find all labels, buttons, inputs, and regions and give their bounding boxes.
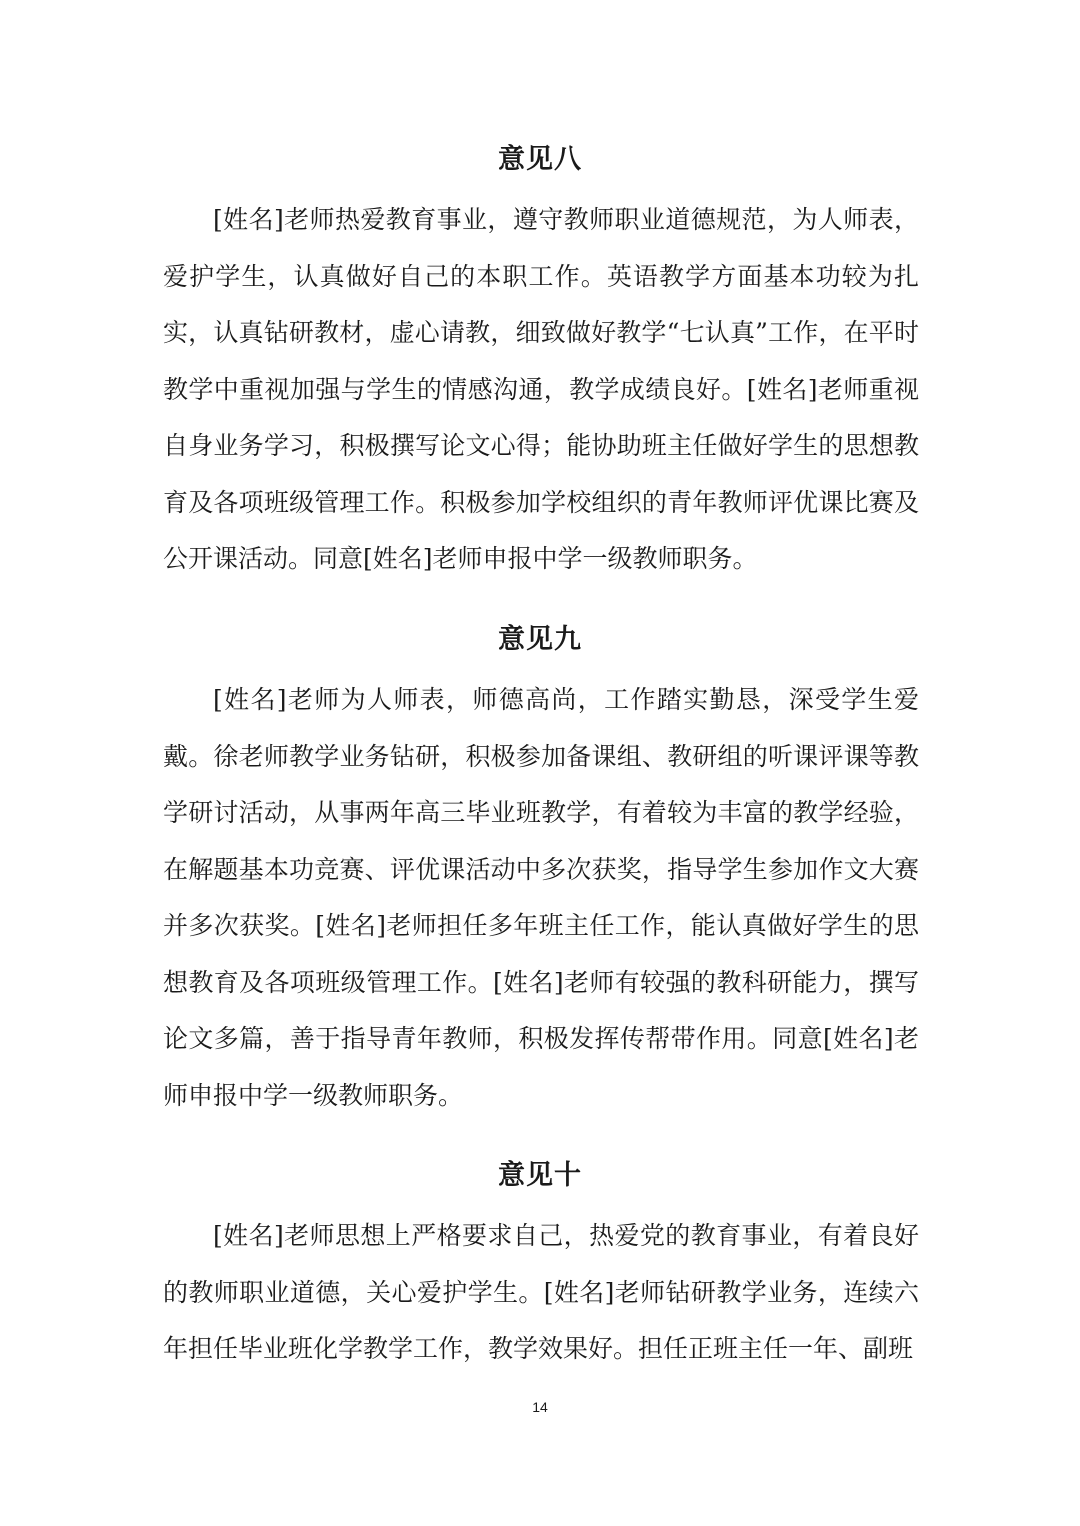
section-heading-9: 意见九 bbox=[498, 624, 582, 655]
section-heading-10: 意见十 bbox=[498, 1160, 582, 1191]
section-heading-8: 意见八 bbox=[498, 144, 582, 175]
page-number: 14 bbox=[532, 1399, 548, 1415]
section-body-10: [姓名]老师思想上严格要求自己，热爱党的教育事业，有着良好的教师职业道德，关心爱护学生。[姓名]老师钻研教学业务，连续六年担任毕业班化学教学工作，教学效果好。担任正班主任一年、副班 bbox=[163, 1221, 919, 1363]
section-body-9: [姓名]老师为人师表，师德高尚，工作踏实勤恳，深受学生爱戴。徐老师教学业务钻研，积极参加备课组、教研组的听课评课等教学研讨活动，从事两年高三毕业班教学，有着较为丰富的教学经验，在解题基本功竞赛、评优课活动中多次获奖，指导学生参加作文大赛并多次获奖。[姓名]老师担任多年班主任工作，能认真做好学生的思想教育及各项班级管理工作。[姓名]老师有较强的教科研能力，撰写论文多篇，善于指导青年教师，积极发挥传帮带作用。同意[姓名]老师申报中学一级教师职务。 bbox=[163, 685, 919, 1110]
section-body-8: [姓名]老师热爱教育事业，遵守教师职业道德规范，为人师表，爱护学生，认真做好自己的本职工作。英语教学方面基本功较为扎实，认真钻研教材，虚心请教，细致做好教学“七认真”工作，在平时教学中重视加强与学生的情感沟通，教学成绩良好。[姓名]老师重视自身业务学习，积极撰写论文心得；能协助班主任做好学生的思想教育及各项班级管理工作。积极参加学校组织的青年教师评优课比赛及公开课活动。同意[姓名]老师申报中学一级教师职务。 bbox=[163, 205, 919, 573]
